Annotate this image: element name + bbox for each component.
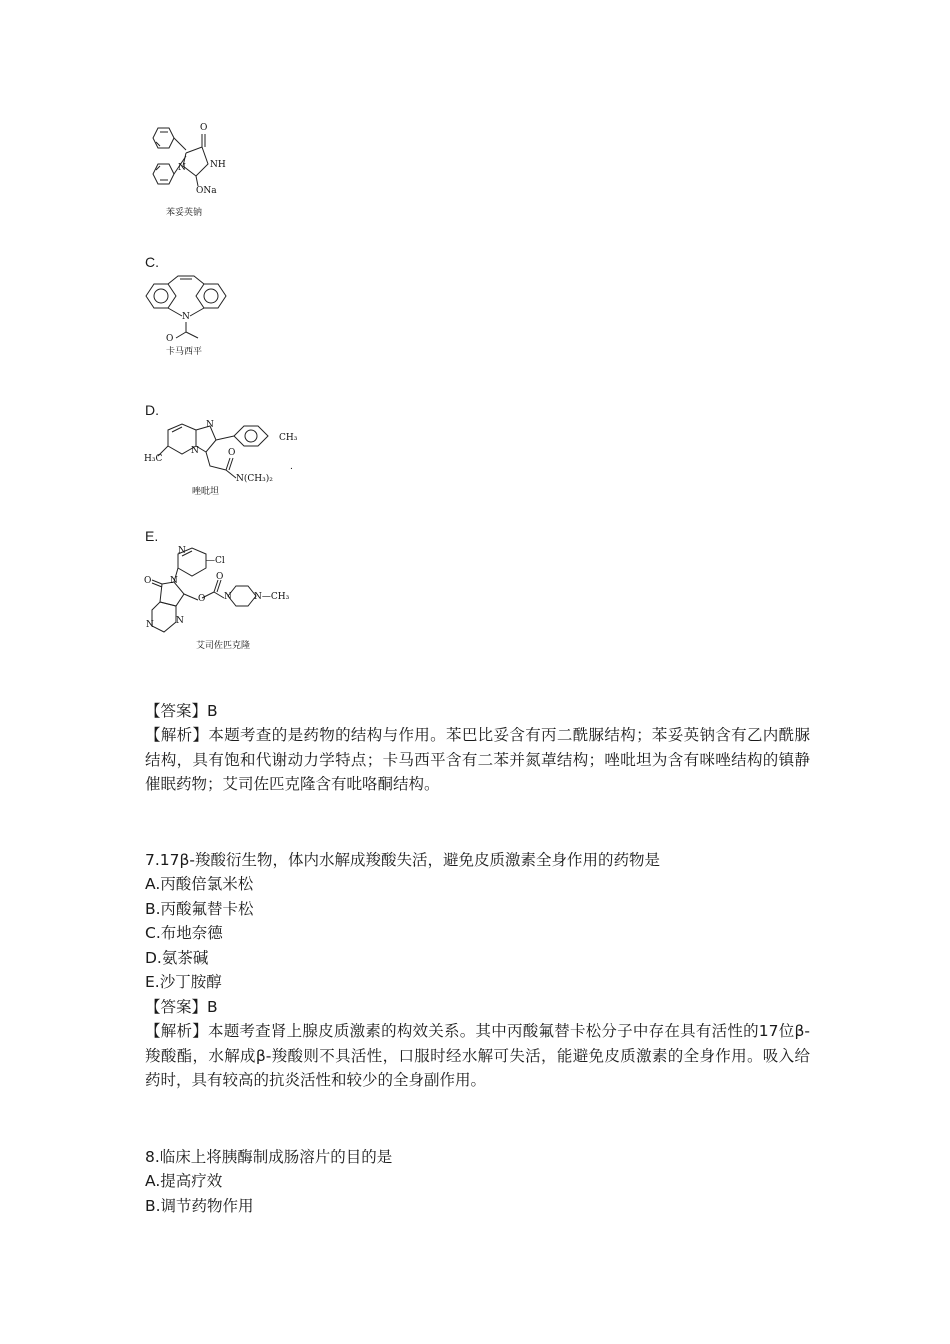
q8-option-a: A.提高疗效	[145, 1172, 223, 1190]
label-h3c: H₃C	[144, 454, 163, 464]
q7-option-e: E.沙丁胺醇	[145, 973, 222, 991]
option-letter-c: C.	[145, 254, 159, 270]
label-n1: N	[206, 420, 214, 430]
q7-option-a: A.丙酸倍氯米松	[145, 875, 254, 893]
q6-answer: 【答案】B	[145, 702, 218, 720]
option-letter-e: E.	[145, 528, 159, 544]
zolpidem-structure-drawing	[138, 418, 308, 498]
q7-analysis: 【解析】本题考查肾上腺皮质激素的构效关系。其中丙酸氟替卡松分子中存在具有活性的17位β-羧酸酯，水解成β-羧酸则不具活性，口服时经水解可失活，能避免皮质激素的全身作用。吸入给药时，具有较高的抗炎活性和较少的全身副作用。	[145, 1022, 810, 1089]
structure-zolpidem	[138, 418, 308, 498]
label-cl: —Cl	[206, 556, 225, 566]
q8-option-b: B.调节药物作用	[145, 1197, 254, 1215]
q8-question: 8.临床上将胰酶制成肠溶片的目的是	[145, 1148, 393, 1166]
structure-caption: 卡马西平	[166, 347, 203, 357]
label-o: O	[166, 334, 174, 344]
q7-option-b: B.丙酸氟替卡松	[145, 900, 254, 918]
structure-eszopiclone	[138, 544, 308, 654]
label-nme2: N(CH₃)₂	[236, 474, 273, 484]
label-n-pz1: N	[146, 620, 154, 630]
q7-answer: 【答案】B	[145, 998, 218, 1016]
label-n-py: N	[178, 546, 186, 556]
label-o-carb: O	[216, 572, 224, 582]
label-o: O	[200, 123, 208, 133]
q7-option-c: C.布地奈德	[145, 924, 223, 942]
label-n-pip1: N	[224, 592, 232, 602]
structure-carbamazepine	[138, 268, 248, 358]
structure-phenytoin-sodium	[138, 120, 248, 220]
label-nh: NH	[210, 160, 226, 170]
q7-question: 7.17β-羧酸衍生物，体内水解成羧酸失活，避免皮质激素全身作用的药物是	[145, 851, 660, 869]
label-n2: N	[191, 446, 199, 456]
label-n: N	[182, 312, 190, 322]
label-o-ester: O	[198, 594, 206, 604]
option-letter-d: D.	[145, 402, 159, 418]
label-n-pip2: N—CH₃	[254, 592, 290, 602]
q7-option-d: D.氨茶碱	[145, 949, 209, 967]
label-n-pz2: N	[176, 616, 184, 626]
label-ch3: CH₃	[279, 433, 298, 443]
label-dot: .	[290, 462, 293, 472]
label-o-c: O	[144, 576, 152, 586]
structure-caption: 苯妥英钠	[166, 208, 203, 218]
label-ona: ONa	[196, 186, 217, 196]
label-n: N	[178, 163, 186, 173]
q6-analysis: 【解析】本题考查的是药物的结构与作用。苯巴比妥含有丙二酰脲结构；苯妥英钠含有乙内酰脲结构，具有饱和代谢动力学特点；卡马西平含有二苯并氮䓬结构；唑吡坦为含有咪唑结构的镇静催眠药物；艾司佐匹克隆含有吡咯酮结构。	[145, 726, 810, 793]
label-o: O	[228, 448, 236, 458]
label-n-lac: N	[170, 576, 178, 586]
structure-caption: 艾司佐匹克隆	[196, 641, 251, 651]
structure-caption: 唑吡坦	[192, 487, 220, 497]
